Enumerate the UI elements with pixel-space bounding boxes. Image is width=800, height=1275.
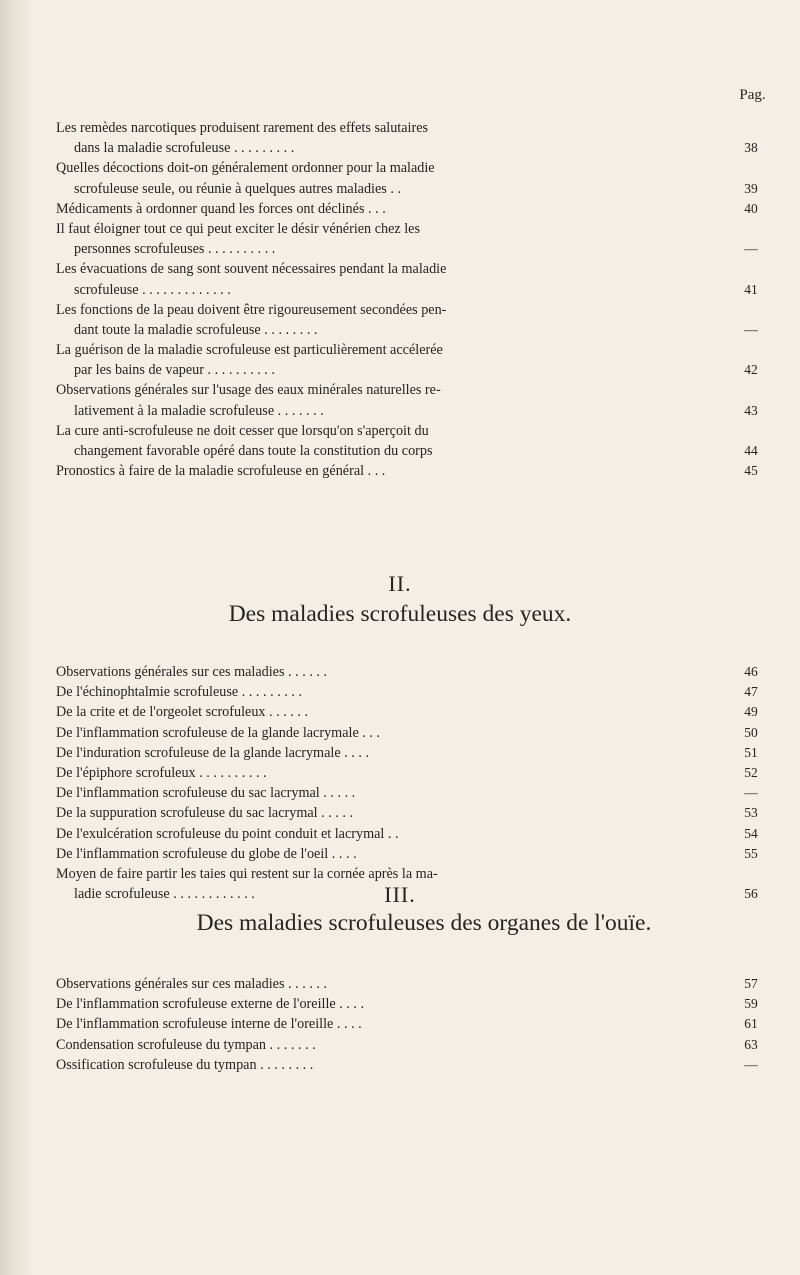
- toc-entry-page: 43: [744, 402, 758, 418]
- toc-entry-text: Observations générales sur ces maladies . . . . . .: [56, 976, 328, 992]
- toc-entry-text: De la suppuration scrofuleuse du sac lacrymal . . . . .: [56, 805, 354, 822]
- toc-entry-text: Ossification scrofuleuse du tympan . . . . . . . .: [56, 1056, 314, 1073]
- toc-entry-page: 51: [744, 744, 758, 760]
- toc-entry-text: dant toute la maladie scrofuleuse . . . . . . . .: [74, 321, 318, 338]
- toc-entry-page: 55: [744, 845, 758, 861]
- toc-entry-text: De l'exulcération scrofuleuse du point conduit et lacrymal . .: [56, 825, 399, 842]
- toc-entry-page: 44: [744, 443, 758, 458]
- toc-entry-page: 45: [744, 463, 758, 479]
- toc-entry-text: Pronostics à faire de la maladie scrofuleuse en général . . .: [56, 463, 386, 480]
- toc-entry: [0, 158, 800, 178]
- toc-entry-text: lativement à la maladie scrofuleuse . . . . . . .: [74, 402, 324, 419]
- toc-entry: [0, 138, 800, 158]
- toc-entry-page: 57: [744, 976, 758, 991]
- toc-entry: [0, 1014, 800, 1034]
- toc-entry-page: 38: [744, 140, 758, 156]
- toc-entry-text: La cure anti-scrofuleuse ne doit cesser que lorsqu'on s'aperçoit du: [56, 422, 429, 439]
- toc-entry-page: —: [744, 321, 758, 337]
- toc-entry-page: 42: [744, 362, 758, 378]
- toc-entry-text: De l'épiphore scrofuleux . . . . . . . . . .: [56, 764, 267, 781]
- toc-entry: [0, 723, 800, 743]
- section2-number: II.: [388, 571, 412, 596]
- toc-entry-text: Il faut éloigner tout ce qui peut exciter le désir vénérien chez les: [56, 220, 420, 237]
- toc-entry-page: 47: [744, 684, 758, 700]
- toc-entry-page: 54: [744, 825, 758, 841]
- section3-number: III.: [384, 882, 416, 907]
- toc-entry-page: 40: [744, 200, 758, 216]
- toc-entry-text: par les bains de vapeur . . . . . . . . . .: [74, 362, 275, 379]
- section2-entry-list: [0, 662, 800, 904]
- toc-entry: [0, 1035, 800, 1055]
- toc-entry-text: De l'inflammation scrofuleuse interne de l'oreille . . . .: [56, 1016, 362, 1033]
- toc-entry: [0, 974, 800, 994]
- toc-entry: [0, 682, 800, 702]
- toc-entry: [0, 662, 800, 682]
- toc-entry-page: 63: [744, 1036, 758, 1052]
- toc-entry: [0, 994, 800, 1014]
- toc-entry-page: 39: [744, 180, 758, 196]
- toc-entry-text: De l'inflammation scrofuleuse du sac lacrymal . . . . .: [56, 785, 356, 802]
- page-column-header: Pag.: [739, 87, 766, 103]
- toc-entry: [0, 179, 800, 199]
- toc-entry-text: La guérison de la maladie scrofuleuse est particulièrement accélerée: [56, 342, 443, 359]
- toc-entry: [0, 320, 800, 340]
- toc-entry: [0, 300, 800, 320]
- toc-entry: [0, 743, 800, 763]
- toc-entry-page: 53: [744, 805, 758, 821]
- toc-entry-text: scrofuleuse seule, ou réunie à quelques autres maladies . .: [74, 180, 401, 197]
- toc-entry-text: Médicaments à ordonner quand les forces ont déclinés . . .: [56, 200, 386, 217]
- toc-entry-page: 56: [744, 886, 758, 902]
- toc-entry-text: changement favorable opéré dans toute la constitution du corps: [74, 443, 433, 459]
- toc-entry-text: Les fonctions de la peau doivent être rigoureusement secondées pen-: [56, 301, 447, 318]
- toc-entry-text: Observations générales sur l'usage des eaux minérales naturelles re-: [56, 382, 441, 399]
- toc-entry-text: Les remèdes narcotiques produisent rarement des effets salutaires: [56, 120, 429, 136]
- toc-entry: [0, 824, 800, 844]
- toc-entry-text: De l'échinophtalmie scrofuleuse . . . . . . . . .: [56, 684, 303, 701]
- toc-entry-text: Condensation scrofuleuse du tympan . . . . . . .: [56, 1036, 316, 1053]
- section1-entry-list: [0, 118, 800, 481]
- toc-entry-text: scrofuleuse . . . . . . . . . . . . .: [74, 281, 231, 298]
- toc-entry: [0, 702, 800, 722]
- toc-entry-text: De l'inflammation scrofuleuse du globe de l'oeil . . . .: [56, 845, 357, 862]
- toc-entry-page: —: [744, 1056, 758, 1072]
- toc-entry: [0, 421, 800, 441]
- toc-entry: [0, 763, 800, 783]
- toc-entry-page: 50: [744, 724, 758, 740]
- toc-entry: [0, 844, 800, 864]
- section3-title: Des maladies scrofuleuses des organes de l'ouïe.: [196, 910, 652, 936]
- toc-entry: [0, 1055, 800, 1075]
- toc-entry: [0, 783, 800, 803]
- toc-entry-page: —: [744, 241, 758, 257]
- toc-entry: [0, 118, 800, 138]
- toc-entry: [0, 340, 800, 360]
- toc-entry: [0, 239, 800, 259]
- toc-entry-text: dans la maladie scrofuleuse . . . . . . . . .: [74, 140, 295, 157]
- section3-entry-list: [0, 974, 800, 1075]
- toc-entry-page: 52: [744, 764, 758, 780]
- toc-entry: [0, 219, 800, 239]
- toc-entry-page: 41: [744, 281, 758, 297]
- toc-entry-text: Les évacuations de sang sont souvent nécessaires pendant la maladie: [56, 261, 447, 278]
- toc-entry-text: De l'induration scrofuleuse de la glande lacrymale . . . .: [56, 744, 369, 761]
- toc-entry: [0, 360, 800, 380]
- section2-title: Des maladies scrofuleuses des yeux.: [228, 601, 572, 627]
- toc-entry-page: 49: [744, 704, 758, 720]
- toc-entry-text: Observations générales sur ces maladies . . . . . .: [56, 664, 328, 680]
- toc-entry-text: De l'inflammation scrofuleuse de la glande lacrymale . . .: [56, 724, 381, 741]
- toc-entry-page: 46: [744, 664, 758, 679]
- toc-entry-page: 59: [744, 996, 758, 1012]
- toc-entry-text: De la crite et de l'orgeolet scrofuleux . . . . . .: [56, 704, 309, 721]
- toc-entry: [0, 441, 800, 461]
- toc-entry-page: —: [744, 785, 758, 801]
- toc-entry-text: ladie scrofuleuse . . . . . . . . . . . .: [74, 886, 255, 903]
- toc-entry: [0, 380, 800, 400]
- toc-entry: [0, 199, 800, 219]
- toc-entry-text: De l'inflammation scrofuleuse externe de l'oreille . . . .: [56, 996, 365, 1013]
- toc-entry: [0, 461, 800, 481]
- toc-entry-text: Moyen de faire partir les taies qui restent sur la cornée après la ma-: [56, 865, 438, 882]
- toc-entry: [0, 280, 800, 300]
- toc-entry: [0, 401, 800, 421]
- toc-entry-text: personnes scrofuleuses . . . . . . . . . .: [74, 241, 276, 258]
- toc-entry-text: Quelles décoctions doit-on généralement ordonner pour la maladie: [56, 160, 435, 177]
- toc-entry-page: 61: [744, 1016, 758, 1032]
- toc-entry: [0, 259, 800, 279]
- toc-entry: [0, 803, 800, 823]
